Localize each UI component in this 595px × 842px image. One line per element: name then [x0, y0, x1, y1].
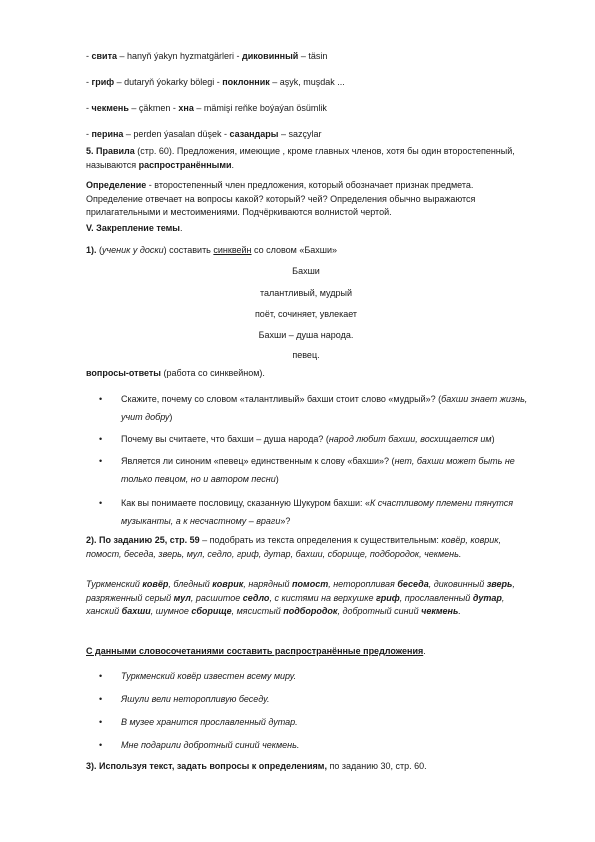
task-3: 3). Используя текст, задать вопросы к определениям, по заданию 30, стр. 60.: [86, 761, 427, 771]
phrases-paragraph: Туркменский ковёр, бледный коврик, нарядный помост, неторопливая беседа, диковинный зверь, разряженный серый мул, расшитое седло, с кистями на верхушке гриф, прославленный дутар, ханский бахши, шумное сборище, мясистый подбородок, добротный синий чекмень.: [86, 579, 515, 616]
question-item: • Скажите, почему со словом «талантливый» бахши стоит слово «мудрый»? (бахши знает жизнь, учит добру): [110, 390, 530, 426]
sentence-item: • Туркменский ковёр известен всему миру.: [110, 667, 530, 685]
qa-label: вопросы-ответы (работа со синквейном).: [86, 368, 265, 378]
task-2: 2). По заданию 25, стр. 59 – подобрать из текста определения к существительным: ковёр, коврик, помост, беседа, зверь, мул, седло, гриф, дутар, бахши, сборище, подбородок, чекмень.: [86, 535, 502, 559]
bullet-icon: •: [99, 694, 103, 704]
bullet-icon: •: [99, 394, 103, 404]
vocab-line: - свита – hanyň ýakyn hyzmatgärleri - диковинный – täsin: [86, 51, 328, 61]
bullet-icon: •: [99, 434, 103, 444]
cinquain-line: Бахши: [292, 266, 320, 276]
question-item: • Почему вы считаете, что бахши – душа народа? (народ любит бахши, восхищается им): [110, 430, 530, 448]
cinquain-line: поёт, сочиняет, увлекает: [254, 309, 358, 319]
sentence-item: • Яшули вели неторопливую беседу.: [110, 690, 530, 708]
bullet-icon: •: [99, 717, 103, 727]
cinquain-line: певец.: [292, 350, 320, 360]
bullet-icon: •: [99, 456, 103, 466]
bullet-icon: •: [99, 740, 103, 750]
task-heading: С данными словосочетаниями составить распространённые предложения.: [86, 646, 426, 656]
vocab-line: - перина – perden ýasalan düşek - сазандары – sazçylar: [86, 129, 322, 139]
cinquain-line: талантливый, мудрый: [260, 288, 352, 298]
question-item: • Является ли синоним «певец» единственным к слову «бахши»? (нет, бахши может быть не только певцом, но и автором песни): [110, 452, 530, 488]
sentence-item: • В музее хранится прославленный дутар.: [110, 713, 530, 731]
bullet-icon: •: [99, 498, 103, 508]
vocab-line: - чекмень – çäkmen - хна – mämişi reňke boýaýan ösümlik: [86, 103, 327, 113]
question-item: • Как вы понимаете пословицу, сказанную Шукуром бахши: «К счастливому племени тянутся музыканты, а к несчастному – враги»?: [110, 494, 530, 530]
sentence-item: • Мне подарили добротный синий чекмень.: [110, 736, 530, 754]
rule-paragraph: 5. Правила (стр. 60). Предложения, имеющие , кроме главных членов, хотя бы один второстепенный, называются распространёнными.: [86, 146, 515, 170]
section-heading: V. Закрепление темы.: [86, 223, 183, 233]
cinquain-line: Бахши – душа народа.: [258, 330, 354, 340]
bullet-icon: •: [99, 671, 103, 681]
vocab-line: - гриф – dutaryň ýokarky bölegi - поклонник – aşyk, muşdak ...: [86, 77, 345, 87]
definition-paragraph: Определение - второстепенный член предложения, который обозначает признак предмета. Определение отвечает на вопросы какой? который? чей? Определения обычно выражаются прилагательными и местоимениями. Подчёркиваются волнистой чертой.: [86, 180, 476, 217]
task-1: 1). (ученик у доски) составить синквейн со словом «Бахши»: [86, 245, 338, 255]
